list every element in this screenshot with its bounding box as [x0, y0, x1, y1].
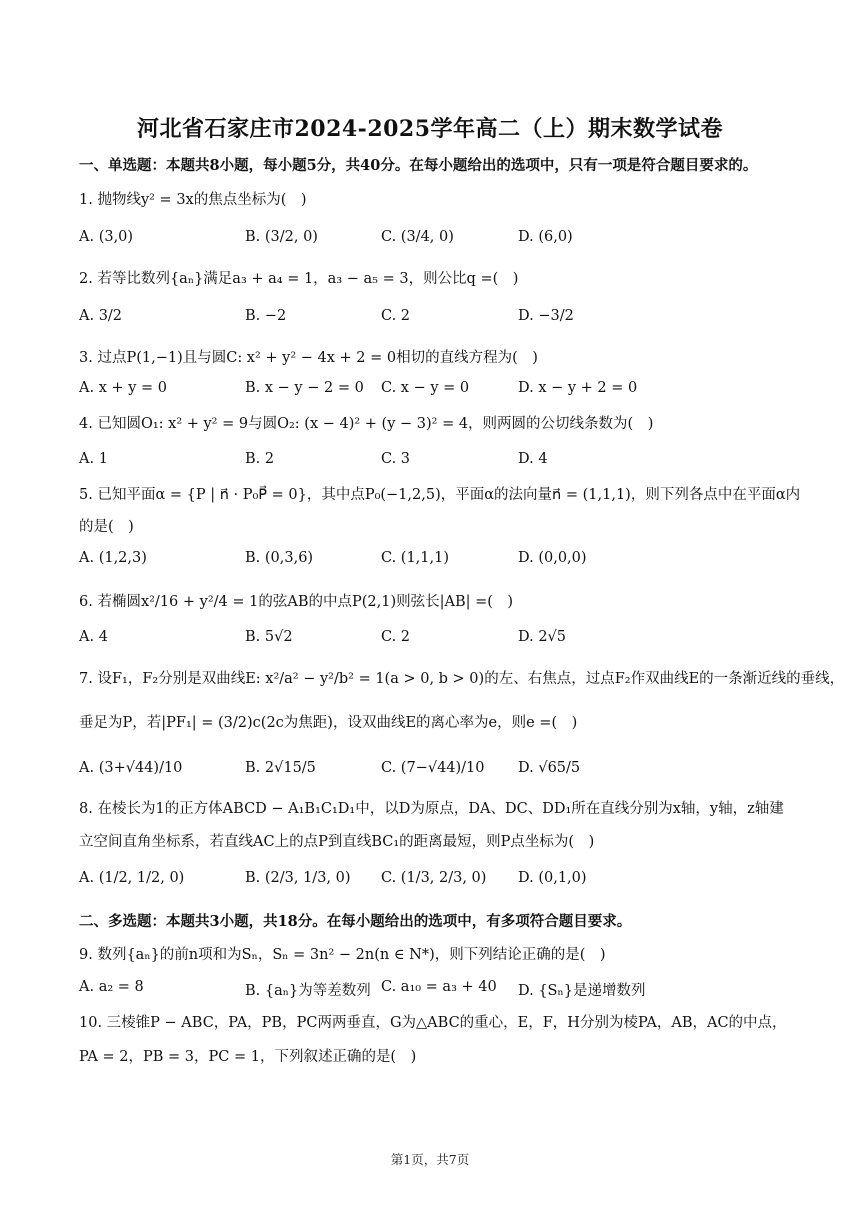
- option-a: A. 4: [79, 629, 108, 645]
- option-d: D. √65/5: [518, 760, 581, 776]
- question-4-options: [79, 451, 799, 473]
- option-d: D. (6,0): [518, 229, 573, 245]
- option-a: A. (1/2, 1/2, 0): [79, 870, 185, 886]
- option-d: D. {Sₙ}是递增数列: [518, 983, 646, 999]
- question-7-stem-line-1: 7. 设F₁，F₂分别是双曲线E: x²/a² − y²/b² = 1(a > 0, b > 0)的左、右焦点，过点F₂作双曲线E的一条渐近线的垂线，: [79, 671, 845, 687]
- option-d: D. 4: [518, 451, 548, 467]
- option-c: C. x − y = 0: [381, 380, 470, 396]
- option-d: D. (0,0,0): [518, 550, 587, 566]
- question-1-options: [79, 229, 799, 251]
- option-d: D. (0,1,0): [518, 870, 587, 886]
- option-a: A. a₂ = 8: [79, 979, 144, 995]
- option-c: C. 3: [381, 451, 411, 467]
- option-a: A. (3,0): [79, 229, 134, 245]
- question-8-options: [79, 870, 799, 892]
- option-c: C. 2: [381, 629, 411, 645]
- option-a: A. (3+√44)/10: [79, 760, 183, 776]
- option-b: B. (2/3, 1/3, 0): [245, 870, 351, 886]
- question-1-stem: 1. 抛物线y² = 3x的焦点坐标为( ): [79, 192, 307, 208]
- question-4-stem: 4. 已知圆O₁: x² + y² = 9与圆O₂: (x − 4)² + (y − 3)² = 4，则两圆的公切线条数为( ): [79, 416, 654, 432]
- exam-title: 河北省石家庄市2024-2025学年高二（上）期末数学试卷: [136, 116, 724, 142]
- section-heading-multiple-choice: 二、多选题：本题共3小题，共18分。在每小题给出的选项中，有多项符合题目要求。: [79, 913, 632, 930]
- option-c: C. (7−√44)/10: [381, 760, 485, 776]
- question-8-stem-line-2: 立空间直角坐标系，若直线AC上的点P到直线BC₁的距离最短，则P点坐标为( ): [79, 834, 595, 850]
- option-a: A. 3/2: [79, 308, 123, 324]
- option-a: A. x + y = 0: [79, 380, 168, 396]
- option-b: B. 2√15/5: [245, 760, 316, 776]
- question-3-stem: 3. 过点P(1,−1)且与圆C: x² + y² − 4x + 2 = 0相切的直线方程为( ): [79, 350, 538, 366]
- question-9-stem: 9. 数列{aₙ}的前n项和为Sₙ，Sₙ = 3n² − 2n(n ∈ N*)，则下列结论正确的是( ): [79, 947, 606, 963]
- question-3-options: [79, 380, 799, 402]
- option-a: A. 1: [79, 451, 108, 467]
- question-10-stem-line-2: PA = 2，PB = 3，PC = 1，下列叙述正确的是( ): [79, 1049, 417, 1065]
- option-b: B. {aₙ}为等差数列: [245, 983, 371, 999]
- option-c: C. a₁₀ = a₃ + 40: [381, 979, 497, 995]
- question-6-options: [79, 629, 799, 651]
- option-c: C. (1/3, 2/3, 0): [381, 870, 487, 886]
- option-c: C. (3/4, 0): [381, 229, 454, 245]
- question-2-stem: 2. 若等比数列{aₙ}满足a₃ + a₄ = 1，a₃ − a₅ = 3，则公比q =( ): [79, 271, 519, 287]
- option-d: D. 2√5: [518, 629, 567, 645]
- question-6-stem: 6. 若椭圆x²/16 + y²/4 = 1的弦AB的中点P(2,1)则弦长|AB| =( ): [79, 594, 514, 610]
- option-b: B. 5√2: [245, 629, 293, 645]
- option-b: B. 2: [245, 451, 275, 467]
- option-b: B. (3/2, 0): [245, 229, 318, 245]
- question-7-stem-line-2: 垂足为P，若|PF₁| = (3/2)c(2c为焦距)，设双曲线E的离心率为e，则e =( ): [79, 715, 578, 731]
- option-a: A. (1,2,3): [79, 550, 147, 566]
- option-b: B. −2: [245, 308, 287, 324]
- option-d: D. x − y + 2 = 0: [518, 380, 638, 396]
- question-7-options: [79, 760, 799, 782]
- question-5-options: [79, 550, 799, 572]
- option-c: C. (1,1,1): [381, 550, 450, 566]
- question-5-stem-line-2: 的是( ): [79, 519, 134, 535]
- question-5-stem-line-1: 5. 已知平面α = {P | n⃗ · P₀P⃗ = 0}，其中点P₀(−1,2,5)，平面α的法向量n⃗ = (1,1,1)，则下列各点中在平面α内: [79, 487, 801, 503]
- question-2-options: [79, 308, 799, 330]
- question-8-stem-line-1: 8. 在棱长为1的正方体ABCD − A₁B₁C₁D₁中，以D为原点，DA、DC、DD₁所在直线分别为x轴，y轴，z轴建: [79, 801, 784, 817]
- page-footer: 第1页，共7页: [390, 1152, 470, 1167]
- option-b: B. (0,3,6): [245, 550, 314, 566]
- option-d: D. −3/2: [518, 308, 574, 324]
- section-heading-single-choice: 一、单选题：本题共8小题，每小题5分，共40分。在每小题给出的选项中，只有一项是符合题目要求的。: [79, 157, 758, 174]
- option-b: B. x − y − 2 = 0: [245, 380, 364, 396]
- option-c: C. 2: [381, 308, 411, 324]
- question-10-stem-line-1: 10. 三棱锥P − ABC，PA，PB，PC两两垂直，G为△ABC的重心，E，F，H分别为棱PA，AB，AC的中点，: [79, 1015, 787, 1031]
- question-9-options: [79, 979, 799, 1001]
